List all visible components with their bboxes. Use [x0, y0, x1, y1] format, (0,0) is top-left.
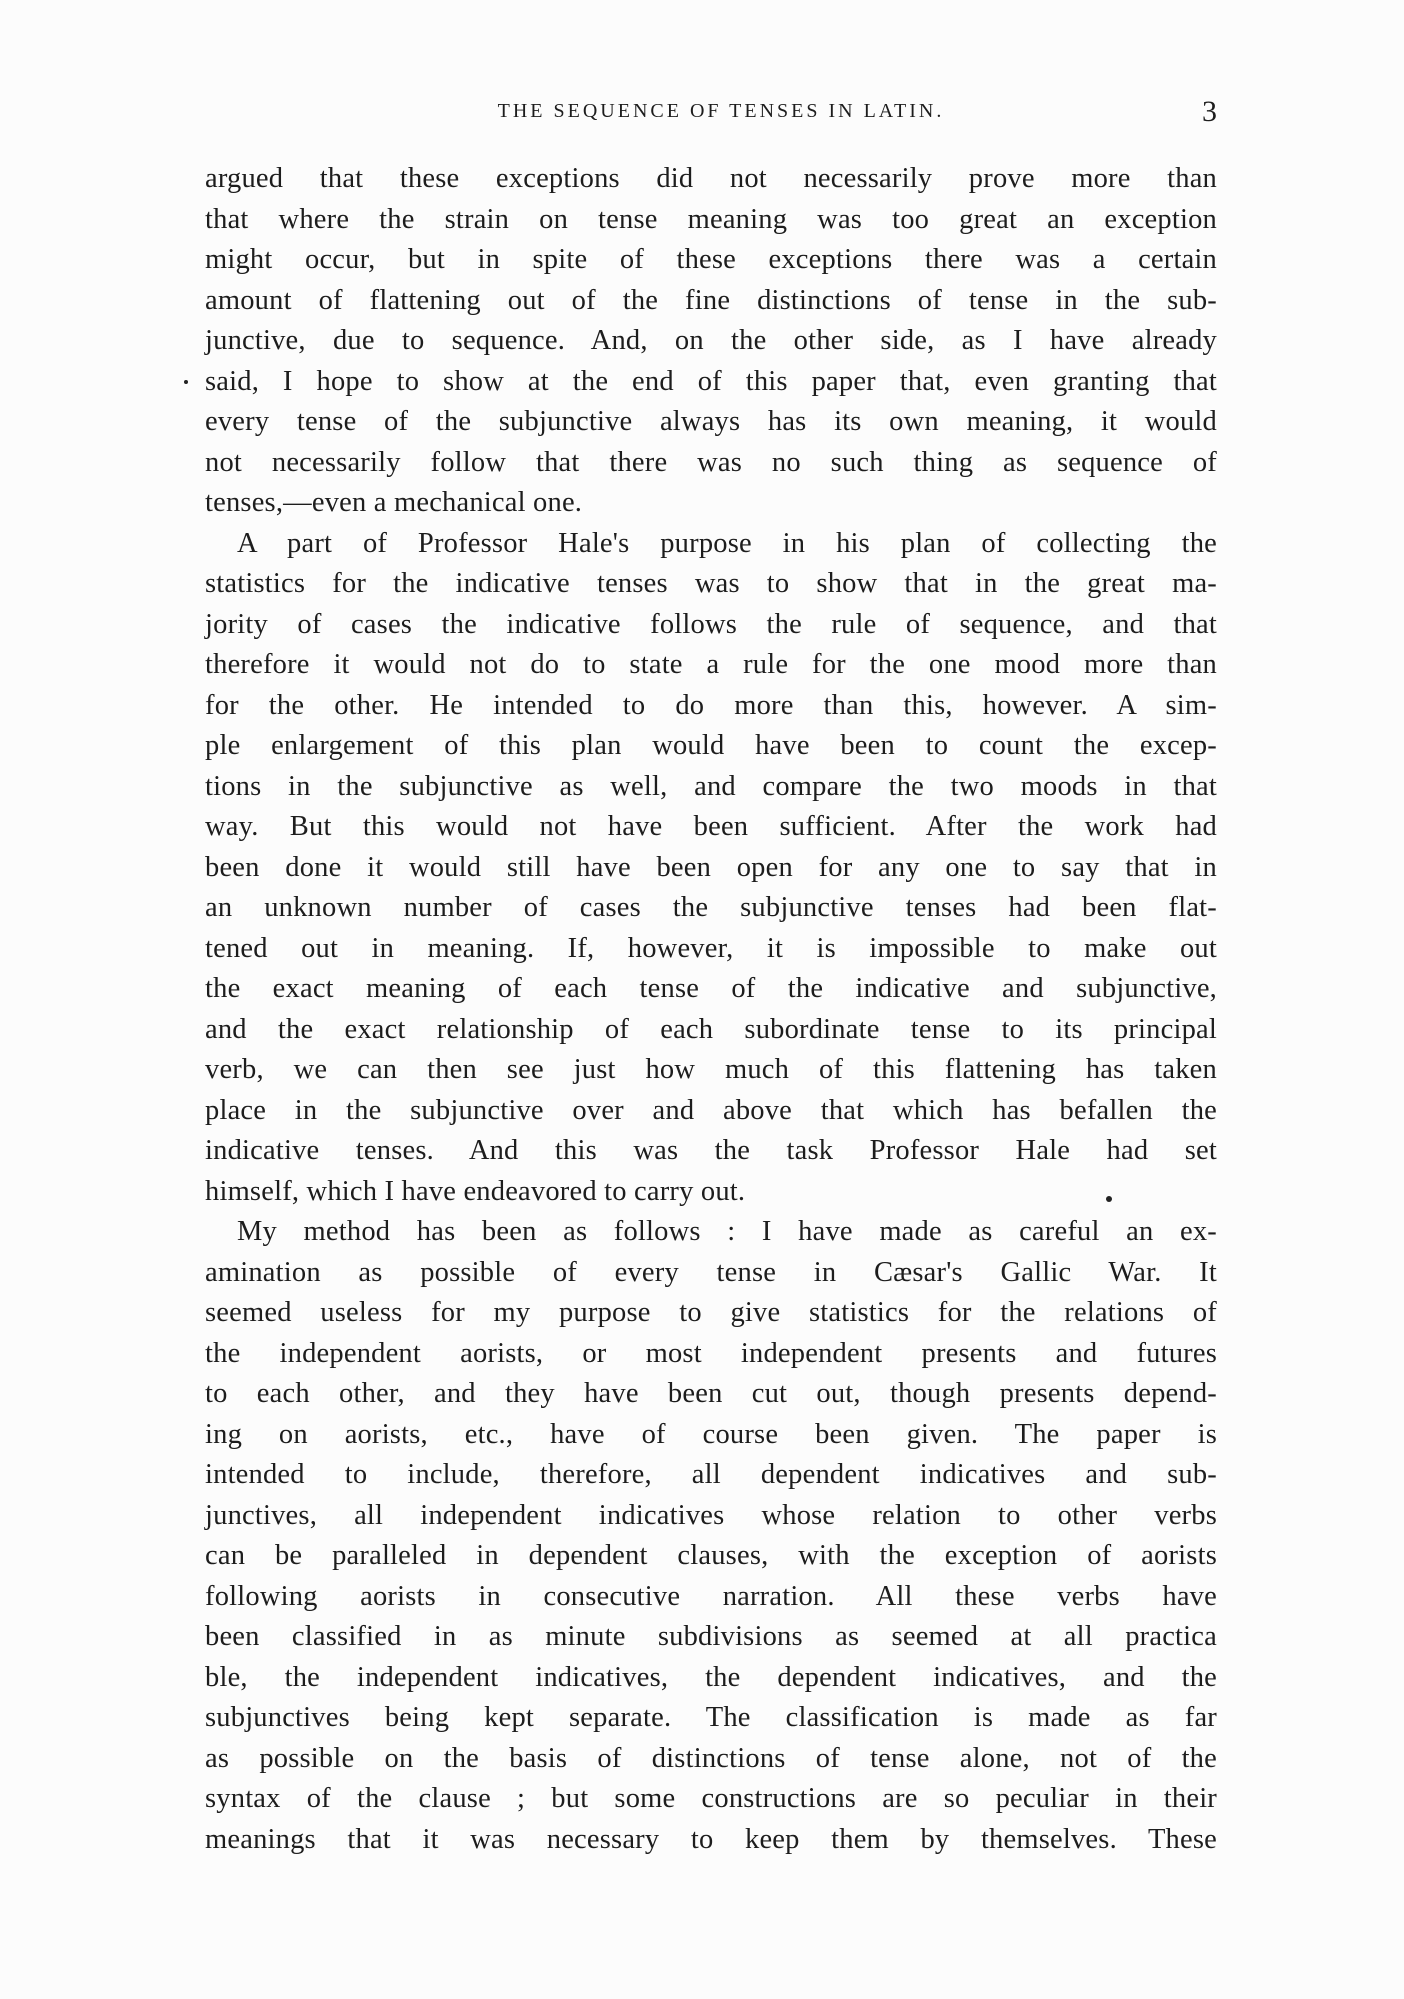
text-line: syntax of the clause ; but some constructions are so peculiar in their [205, 1783, 1217, 1814]
text-line: the independent aorists, or most independent presents and futures [205, 1337, 1217, 1369]
text-line: statistics for the indicative tenses was to show that in the great ma- [205, 568, 1217, 599]
text-line: that where the strain on tense meaning was too great an exception [205, 203, 1217, 235]
paragraph [205, 524, 1217, 1213]
text-line: argued that these exceptions did not necessarily prove more than [205, 163, 1217, 194]
text-line: himself, which I have endeavored to carry out. [205, 1175, 746, 1207]
text-line: therefore it would not do to state a rule for the one mood more than [205, 649, 1217, 680]
text-line: indicative tenses. And this was the task Professor Hale had set [205, 1135, 1217, 1166]
text-line: ing on aorists, etc., have of course been given. The paper is [205, 1418, 1217, 1450]
text-line: junctive, due to sequence. And, on the other side, as I have already [205, 325, 1217, 356]
text-line: amount of flattening out of the fine distinctions of tense in the sub- [205, 284, 1217, 316]
text-line: to each other, and they have been cut out, though presents depend- [205, 1378, 1217, 1409]
text-line: A part of Professor Hale's purpose in his plan of collecting the [237, 527, 1217, 559]
text-line: jority of cases the indicative follows the rule of sequence, and that [205, 608, 1217, 640]
text-line: seemed useless for my purpose to give statistics for the relations of [205, 1297, 1217, 1328]
text-line: can be paralleled in dependent clauses, with the exception of aorists [205, 1540, 1217, 1571]
text-line: amination as possible of every tense in Cæsar's Gallic War. It [205, 1256, 1217, 1288]
paragraph [205, 159, 1217, 524]
text-line: every tense of the subjunctive always has its own meaning, it would [205, 406, 1217, 437]
text-line: ble, the independent indicatives, the dependent indicatives, and the [205, 1661, 1217, 1693]
text-line: might occur, but in spite of these exceptions there was a certain [205, 244, 1217, 275]
page-number: 3 [1202, 95, 1217, 128]
text-line: been classified in as minute subdivisions as seemed at all practica [205, 1621, 1217, 1652]
text-line: meanings that it was necessary to keep them by themselves. These [205, 1823, 1217, 1855]
text-line: following aorists in consecutive narration. All these verbs have [205, 1580, 1217, 1612]
text-line: way. But this would not have been sufficient. After the work had [205, 811, 1217, 842]
text-line: said, I hope to show at the end of this paper that, even granting that [205, 365, 1217, 397]
text-line: for the other. He intended to do more than this, however. A sim- [205, 689, 1217, 721]
text-line: ple enlargement of this plan would have been to count the excep- [205, 730, 1217, 761]
text-line: an unknown number of cases the subjunctive tenses had been flat- [205, 892, 1217, 923]
running-head [205, 96, 1217, 132]
text-line: verb, we can then see just how much of this flattening has taken [205, 1054, 1217, 1085]
text-line: tenses,—even a mechanical one. [205, 487, 583, 518]
text-line: subjunctives being kept separate. The classification is made as far [205, 1702, 1217, 1733]
text-line: place in the subjunctive over and above that which has befallen the [205, 1094, 1217, 1126]
text-line: junctives, all independent indicatives whose relation to other verbs [205, 1499, 1217, 1531]
text-line: not necessarily follow that there was no such thing as sequence of [205, 446, 1217, 478]
text-line: My method has been as follows : I have made as careful an ex- [237, 1216, 1217, 1247]
paragraph [205, 1212, 1217, 1860]
text-line: intended to include, therefore, all dependent indicatives and sub- [205, 1459, 1217, 1490]
text-line: been done it would still have been open for any one to say that in [205, 851, 1217, 883]
text-line: and the exact relationship of each subordinate tense to its principal [205, 1013, 1217, 1045]
margin-mark [184, 380, 188, 384]
running-title: THE SEQUENCE OF TENSES IN LATIN. [497, 100, 945, 122]
body-text [205, 159, 1217, 1860]
text-line: as possible on the basis of distinctions of tense alone, not of the [205, 1742, 1217, 1774]
text-line: tions in the subjunctive as well, and compare the two moods in that [205, 770, 1217, 802]
text-line: tened out in meaning. If, however, it is impossible to make out [205, 932, 1217, 964]
text-line: the exact meaning of each tense of the indicative and subjunctive, [205, 973, 1217, 1004]
